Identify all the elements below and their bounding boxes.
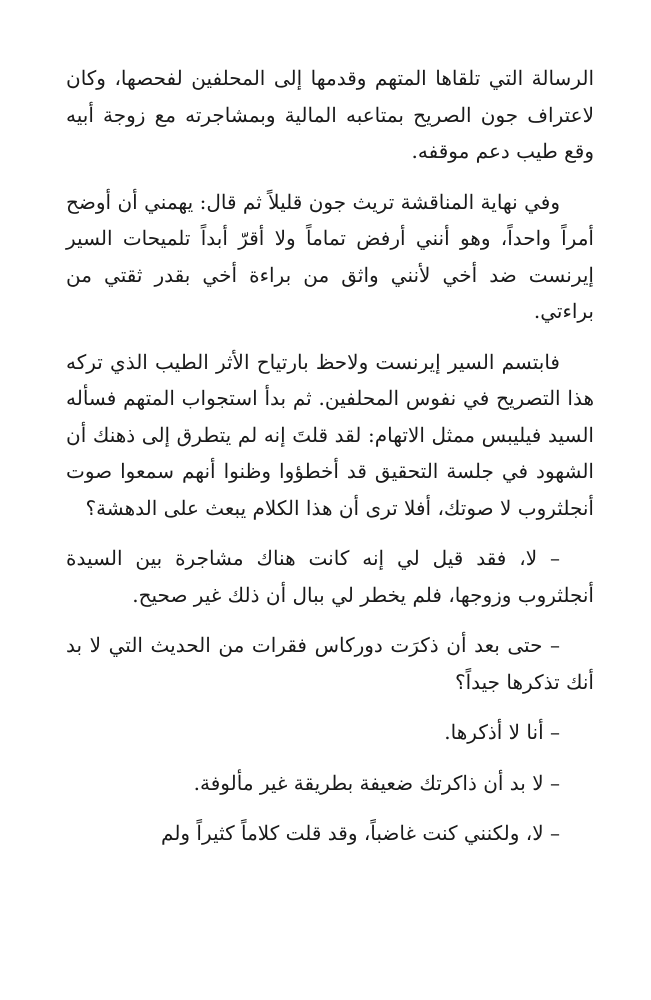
paragraph-3: فابتسم السير إيرنست ولاحظ بارتياح الأثر الطيب الذي تركه هذا التصريح في نفوس المحلفين. ثم بدأ استجواب المتهم فسأله السيد فيليبس ممثل الاتهام: لقد قلتَ إنه لم يتطرق إلى ذهنك أن الشهود في جلسة التحقيق قد أخطؤوا وظنوا أنهم سمعوا صوت أنجلثروب لا صوتك، أفلا ترى أن هذا الكلام يبعث على الدهشة؟ — [66, 349, 594, 520]
paragraph-5: – حتى بعد أن ذكرَت دوركاس فقرات من الحديث التي لا بد أنك تذكرها جيداً؟ — [66, 633, 594, 694]
paragraph-7: – لا بد أن ذاكرتك ضعيفة بطريقة غير مألوفة. — [193, 770, 560, 795]
paragraph-4: – لا، فقد قيل لي إنه كانت هناك مشاجرة بين السيدة أنجلثروب وزوجها، فلم يخطر لي ببال أن ذلك غير صحيح. — [66, 546, 594, 607]
paragraph-8: – لا، ولكنني كنت غاضباً، وقد قلت كلاماً كثيراً ولم — [161, 821, 560, 845]
paragraph-2: وفي نهاية المناقشة تريث جون قليلاً ثم قال: يهمني أن أوضح أمراً واحداً، وهو أنني أرفض تماماً ولا أقرّ أبداً تلميحات السير إيرنست ضد أخي لأنني واثق من براءة أخي بقدر ثقتي من براءتي. — [66, 189, 594, 323]
book-page — [66, 60, 594, 866]
paragraph-6: – أنا لا أذكرها. — [444, 720, 560, 744]
paragraph-1: الرسالة التي تلقاها المتهم وقدمها إلى المحلفين لفحصها، وكان لاعتراف جون الصريح بمتاعبه المالية وبمشاجرته مع زوجة أبيه وقع طيب دعم موقفه. — [66, 66, 594, 163]
